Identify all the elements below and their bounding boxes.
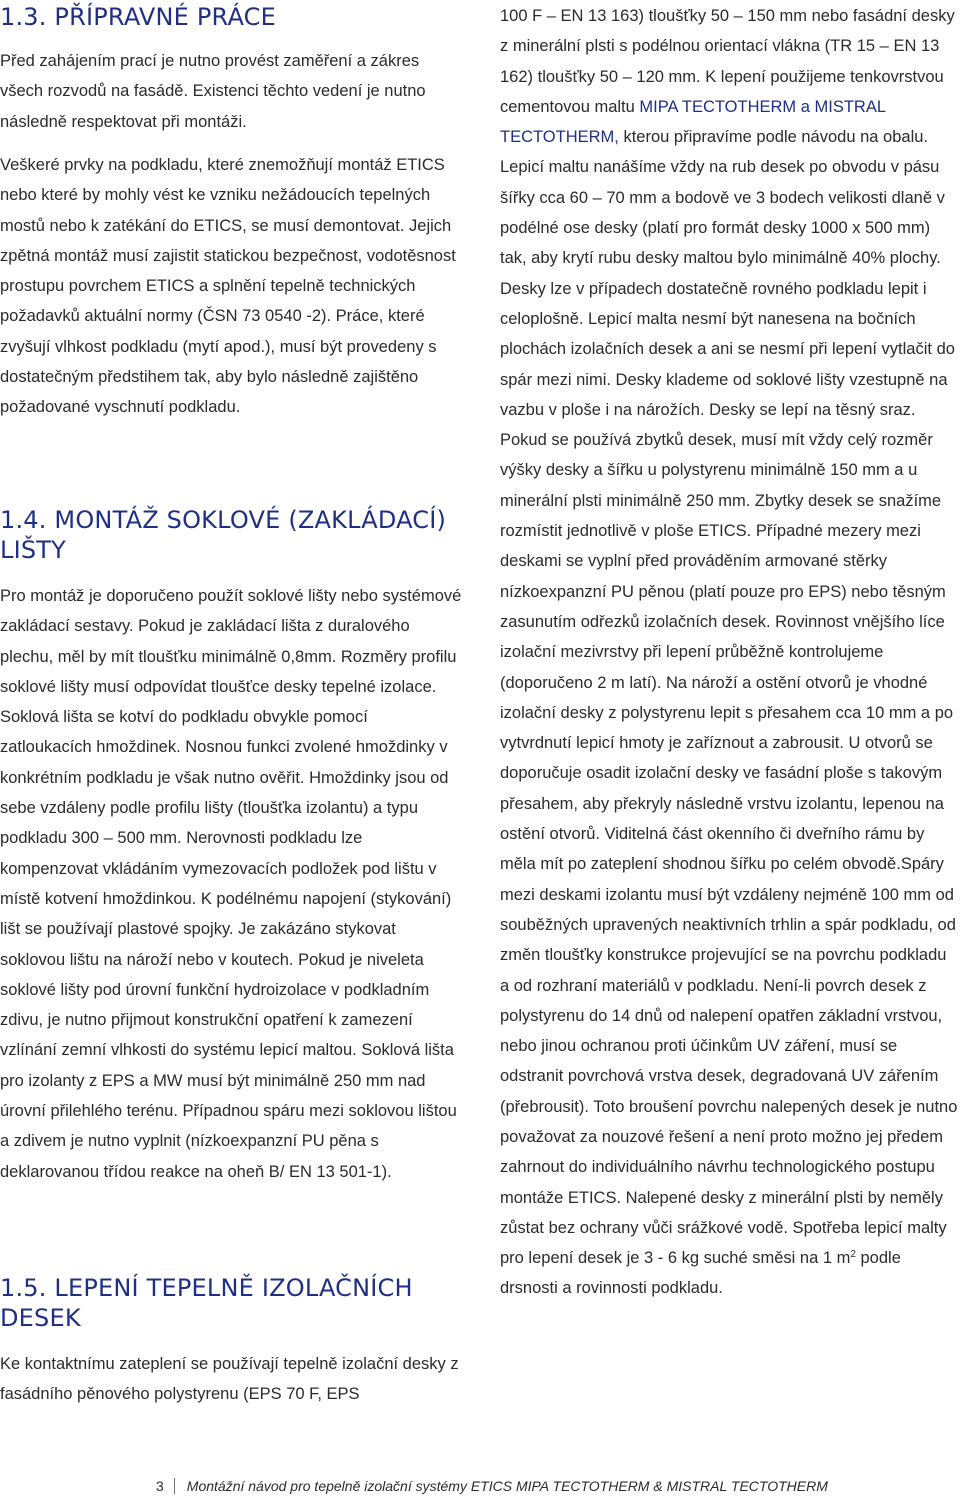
footer-text: Montážní návod pro tepelně izolační systémy ETICS MIPA TECTOTHERM & MISTRAL TECTOTHERM — [186, 1478, 828, 1494]
section-title-1-4: 1.4. MONTÁŽ SOKLOVÉ (ZAKLÁDACÍ) LIŠTY — [0, 506, 447, 564]
paragraph-1-3-b: Veškeré prvky na podkladu, které znemožňují montáž ETICS nebo které by mohly vést ke vzniku nežádoucích tepelných mostů nebo k zatékání do ETICS, se musí demontovat. Jejich zpětná montáž musí zajistit statickou bezpečnost, vodotěsnost prostupu povrchem ETICS a splnění tepelně technických požadavků aktuální normy (ČSN 73 0540 -2). Práce, které zvyšují vlhkost podkladu (mytí apod.), musí být provedeny s dostatečným předstihem tak, aby bylo následně zajištěno požadované vyschnutí podkladu. — [0, 156, 456, 417]
paragraph-1-5: Ke kontaktnímu zateplení se používají tepelně izolační desky z fasádního pěnového polystyrenu (EPS 70 F, EPS — [0, 1355, 459, 1404]
product-name: MIPA TECTOTHERM a MISTRAL TECTOTHERM, — [500, 97, 886, 147]
paragraph-text-part-1: 100 F – EN 13 163) tloušťky 50 – 150 mm nebo fasádní desky z minerální plsti s podélnou orientací vlákna (TR 15 – EN 13 162) tloušťky 50 – 120 mm. K lepení použijeme tenkovrstvou cementovou maltu — [500, 7, 955, 116]
superscript-2: 2 — [850, 1249, 856, 1261]
section-title-1-5: 1.5. LEPENÍ TEPELNĚ IZOLAČNÍCH DESEK — [0, 1274, 413, 1332]
page-number: 3 — [156, 1478, 164, 1494]
paragraph-1-3-a: Před zahájením prací je nutno provést zaměření a zákres všech rozvodů na fasádě. Existenci těchto vedení je nutno následně respektovat při montáži. — [0, 52, 426, 131]
paragraph-text-part-2: kterou připravíme podle návodu na obalu. Lepicí maltu nanášíme vždy na rub desek po obvodu v pásu šířky cca 60 – 70 mm a bodově ve 3 bodech velikosti dlaně v podélné ose desky (platí pro formát desky 1000 x 500 mm) tak, aby krytí rubu desky maltou bylo minimálně 40% plochy. Desky lze v případech dostatečně rovného podkladu lepit i celoplošně. Lepicí malta nesmí být nanesena na bočních plochách izolačních desek a ani se nesmí při lepení vytlačit do spár mezi nimi. Desky klademe od soklové lišty vzestupně na vazbu v ploše i na nárožích. Desky se lepí na těsný sraz. Pokud se používá zbytků desek, musí mít vždy celý rozměr výšky desky a šířku u polystyrenu minimálně 150 mm a u minerální plsti minimálně 250 mm. Zbytky desek se snažíme rozmístit jednotlivě v ploše ETICS. Případné mezery mezi deskami se vyplní před prováděním armované stěrky nízkoexpanzní PU pěnou (platí pouze pro EPS) nebo těsným zasunutím odřezků izolačních desek. Rovinnost vnějšího líce izolační mezivrstvy při lepení průběžně kontrolujeme (doporučeno 2 m latí). Na nároží a ostění otvorů je vhodné izolační desky z polystyrenu lepit s přesahem cca 10 mm a po vytvrdnutí lepicí hmoty je zaříznout a zabrousit. U otvorů se doporučuje osadit izolační desky ve fasádní ploše s takovým přesahem, aby překryly následně vrstvu izolantu, lepenou na ostění otvorů. Viditelná část okenního či dveřního rámu by měla mít po zateplení shodnou šířku po celém obvodě.Spáry mezi deskami izolantu musí být vzdáleny nejméně 100 mm od souběžných upravených neaktivních trhlin a spár podkladu, od změn tloušťky konstrukce projevující se na povrchu podkladu a od rozhraní materiálů v podkladu. Není-li povrch desek z polystyrenu do 14 dnů od nalepení opatřen základní vrstvou, nebo jinou ochranou proti účinkům UV záření, musí se odstranit povrchová vrstva desek, degradovaná UV zářením (přebrousit). Toto broušení povrchu nalepených desek je nutno považovat za nouzové řešení a není proto možno jej předem zahrnout do individuálního návrhu technologického postupu montáže ETICS. Nalepené desky z minerální plsti by neměly zůstat bez ochrany vůči srážkové vodě. Spotřeba lepicí malty pro lepení desek je 3 - 6 kg suché směsi na 1 m — [500, 128, 958, 1268]
section-title-1-3: 1.3. PŘÍPRAVNÉ PRÁCE — [0, 3, 276, 31]
paragraph-1-5-continued — [500, 1, 960, 1304]
page-footer — [156, 1478, 828, 1494]
footer-divider — [174, 1478, 175, 1494]
paragraph-text-part-3: podle drsnosti a rovinnosti podkladu. — [500, 1249, 901, 1298]
paragraph-1-4: Pro montáž je doporučeno použít soklové lišty nebo systémové zakládací sestavy. Pokud je zakládací lišta z duralového plechu, měl by mít tloušťku minimálně 0,8mm. Rozměry profilu soklové lišty musí odpovídat tloušťce desky tepelné izolace. Soklová lišta se kotví do podkladu obvykle pomocí zatloukacích hmoždinek. Nosnou funkci zvolené hmoždinky v konkrétním podkladu je však nutno ověřit. Hmoždinky jsou od sebe vzdáleny podle profilu lišty (tloušťka izolantu) a typu podkladu 300 – 500 mm. Nerovnosti podkladu lze kompenzovat vkládáním vymezovacích podložek pod lištu v místě kotvení hmoždinkou. K podélnému napojení (stykování) lišt se používají plastové spojky. Je zakázáno stykovat soklovou lištu na nároží nebo v koutech. Pokud je niveleta soklové lišty pod úrovní funkční hydroizolace v podkladním zdivu, je nutno přijmout konstrukční opatření k zamezení vzlínání zemní vlhkosti do systému lepicí maltou. Soklová lišta pro izolanty z EPS a MW musí být minimálně 250 mm nad úrovní přilehlého terénu. Případnou spáru mezi soklovou lištou a zdivem je nutno vyplnit (nízkoexpanzní PU pěna s deklarovanou třídou reakce na oheň B/ EN 13 501-1). — [0, 587, 462, 1181]
